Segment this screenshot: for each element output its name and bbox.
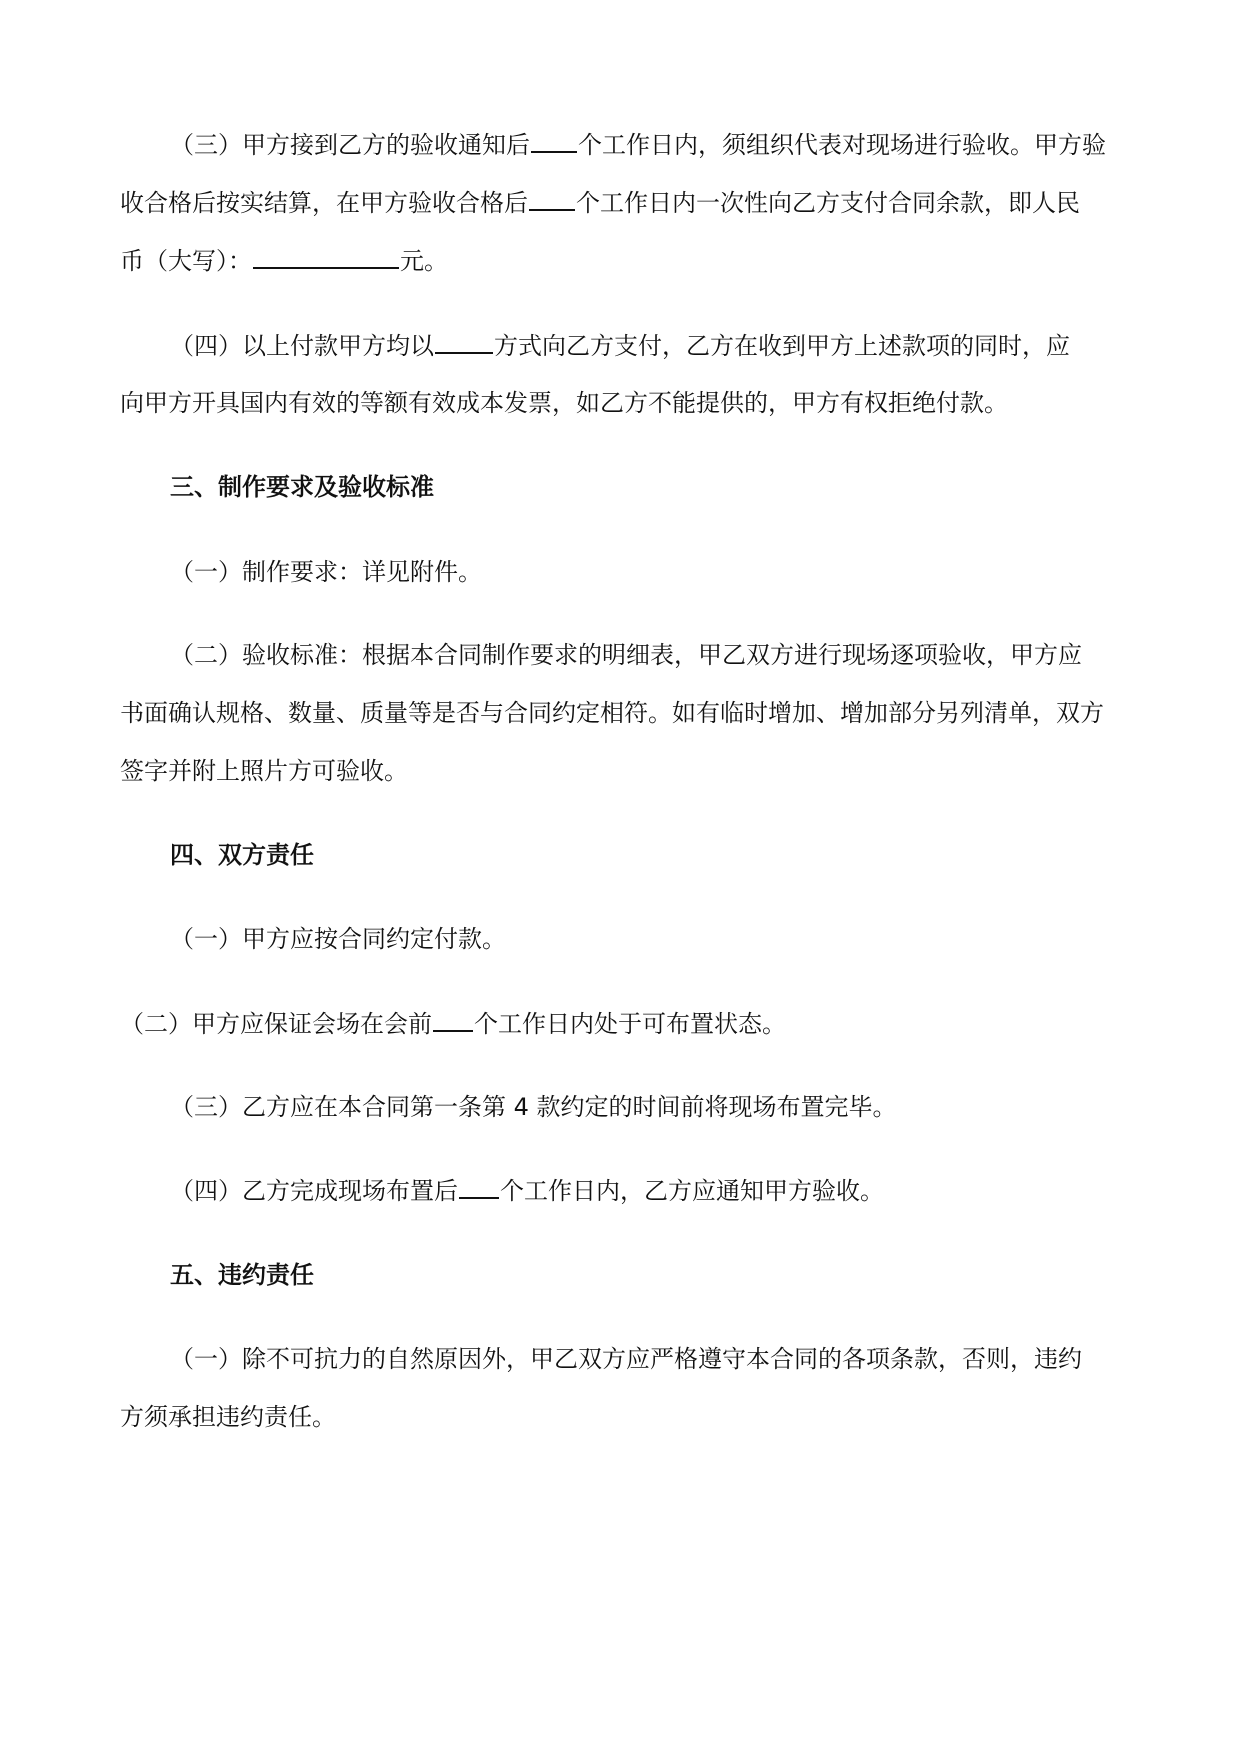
- clause-3-2-line-3: 签字并附上照片方可验收。: [120, 757, 408, 785]
- blank-field-days: [531, 127, 577, 153]
- section-5-heading: 五、违约责任: [170, 1261, 314, 1289]
- clause-text: 向甲方开具国内有效的等额有效成本发票，如乙方不能提供的，甲方有权拒绝付款。: [120, 389, 1008, 417]
- clause-text: （四）以上付款甲方均以: [170, 332, 434, 360]
- clause-text: 币（大写）：: [120, 247, 252, 275]
- blank-field-method: [435, 328, 493, 354]
- clause-4-4: [170, 1173, 884, 1207]
- clause-4-3: （三）乙方应在本合同第一条第 4 款约定的时间前将现场布置完毕。: [170, 1093, 897, 1121]
- clause-2-4-line-2: [120, 386, 1008, 420]
- clause-text: 个工作日内，乙方应通知甲方验收。: [500, 1177, 884, 1205]
- clause-5-1-line-2: 方须承担违约责任。: [120, 1403, 336, 1431]
- clause-text: 收合格后按实结算，在甲方验收合格后: [120, 189, 528, 217]
- clause-text: 个工作日内，须组织代表对现场进行验收。甲方验: [578, 131, 1106, 159]
- clause-text: 个工作日内一次性向乙方支付合同余款，即人民: [576, 189, 1080, 217]
- clause-4-1: （一）甲方应按合同约定付款。: [170, 925, 506, 953]
- clause-4-2: [120, 1006, 786, 1040]
- clause-2-3-line-3: [120, 243, 448, 277]
- clause-3-1: （一）制作要求：详见附件。: [170, 558, 482, 586]
- clause-3-2-line-2: 书面确认规格、数量、质量等是否与合同约定相符。如有临时增加、增加部分另列清单，双方: [120, 699, 1104, 727]
- clause-text: （二）甲方应保证会场在会前: [120, 1010, 432, 1038]
- clause-2-3-line-2: [120, 185, 1080, 219]
- blank-field-days: [433, 1006, 473, 1032]
- clause-text: （四）乙方完成现场布置后: [170, 1177, 458, 1205]
- blank-field-days: [529, 185, 575, 211]
- section-3-heading: 三、制作要求及验收标准: [170, 473, 434, 501]
- clause-text: 方式向乙方支付，乙方在收到甲方上述款项的同时，应: [494, 332, 1070, 360]
- clause-text: 个工作日内处于可布置状态。: [474, 1010, 786, 1038]
- clause-2-3-line-1: [170, 127, 1106, 161]
- clause-2-4-line-1: [170, 328, 1070, 362]
- clause-text: 元。: [400, 247, 448, 275]
- blank-field-amount: [253, 243, 399, 269]
- clause-5-1-line-1: （一）除不可抗力的自然原因外，甲乙双方应严格遵守本合同的各项条款，否则，违约: [170, 1345, 1082, 1373]
- clause-3-2-line-1: （二）验收标准：根据本合同制作要求的明细表，甲乙双方进行现场逐项验收，甲方应: [170, 641, 1082, 669]
- clause-text: （三）甲方接到乙方的验收通知后: [170, 131, 530, 159]
- blank-field-days: [459, 1173, 499, 1199]
- section-4-heading: 四、双方责任: [170, 841, 314, 869]
